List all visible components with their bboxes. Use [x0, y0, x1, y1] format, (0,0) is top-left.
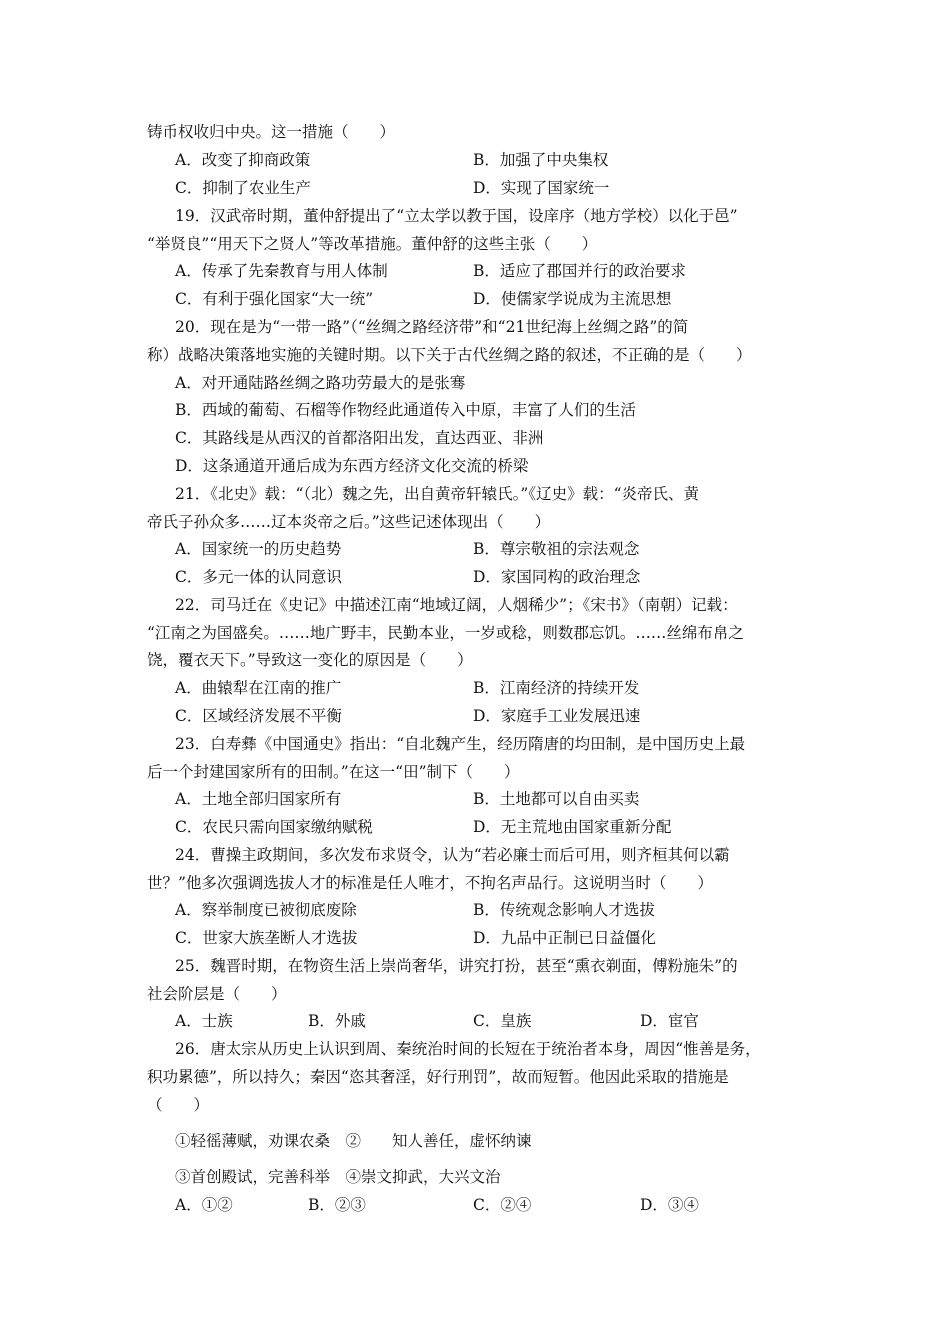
q23-option-b: B．土地都可以自由买卖 — [473, 790, 640, 808]
q22-option-d: D．家庭手工业发展迅速 — [473, 707, 641, 725]
q26-option-d: D．③④ — [640, 1196, 699, 1214]
q22-option-b: B．江南经济的持续开发 — [473, 679, 640, 697]
q26-stem-text2: 积功累德”，所以持久；秦因“恣其奢淫，好行刑罚”，故而短暂。他因此采取的措施是 — [147, 1068, 729, 1086]
q24-option-c: C．世家大族垄断人才选拔 — [175, 929, 358, 947]
q22-stem-text1: 22．司马迁在《史记》中描述江南“地域辽阔，人烟稀少”；《宋书》（南朝）记载： — [175, 596, 738, 614]
q24-stem-text2: 世？”他多次强调选拔人才的标准是任人唯才，不拘名声品行。这说明当时（ ） — [147, 874, 713, 892]
q19-stem-text2: “举贤良”“用天下之贤人”等改革措施。董仲舒的这些主张（ ） — [147, 235, 598, 253]
q24-options-row1 — [0, 896, 950, 924]
q18-stem — [0, 118, 950, 146]
q23-stem-text2: 后一个封建国家所有的田制。”在这一“田”制下（ ） — [147, 763, 520, 781]
q19-option-a: A．传承了先秦教育与用人体制 — [175, 262, 388, 280]
q23-option-c: C．农民只需向国家缴纳赋税 — [175, 818, 373, 836]
q23-options-row2 — [0, 813, 950, 841]
q26-option-c: C．②④ — [473, 1196, 532, 1214]
q18-stem-text: 铸币权收归中央。这一措施（ ） — [147, 123, 396, 141]
q20-option-b: B．西域的葡萄、石榴等作物经此通道传入中原，丰富了人们的生活 — [175, 401, 636, 419]
q26-stem-line3 — [0, 1091, 950, 1119]
q26-statements-row2 — [0, 1163, 950, 1191]
q19-option-c: C．有利于强化国家“大一统” — [175, 290, 374, 308]
q18-options-row2 — [0, 174, 950, 202]
q24-option-b: B．传统观念影响人才选拔 — [473, 901, 655, 919]
q19-stem-line2 — [0, 230, 950, 258]
q22-stem-line1 — [0, 591, 950, 619]
q24-options-row2 — [0, 924, 950, 952]
q19-options-row1 — [0, 257, 950, 285]
q20-option-row-a — [0, 369, 950, 397]
q25-stem-text1: 25．魏晋时期，在物资生活上崇尚奢华，讲究打扮，甚至“熏衣剃面，傅粉施朱”的 — [175, 957, 738, 975]
q19-option-d: D．使儒家学说成为主流思想 — [473, 290, 672, 308]
q21-stem-text2: 帝氏子孙众多……辽本炎帝之后。”这些记述体现出（ ） — [147, 513, 551, 531]
q18-option-d: D．实现了国家统一 — [473, 179, 610, 197]
q20-option-row-b — [0, 396, 950, 424]
q21-stem-line1 — [0, 480, 950, 508]
q24-option-d: D．九品中正制已日益僵化 — [473, 929, 656, 947]
q21-stem-text1: 21．《北史》载：“（北）魏之先，出自黄帝轩辕氏。”《辽史》载：“炎帝氏、黄 — [175, 485, 699, 503]
q25-option-c: C．皇族 — [473, 1012, 532, 1030]
q22-stem-line2 — [0, 619, 950, 647]
q25-stem-line1 — [0, 952, 950, 980]
q23-option-d: D．无主荒地由国家重新分配 — [473, 818, 672, 836]
q21-option-d: D．家国同构的政治理念 — [473, 568, 641, 586]
q20-stem-line2 — [0, 341, 950, 369]
q23-stem-line1 — [0, 730, 950, 758]
q18-option-c: C．抑制了农业生产 — [175, 179, 311, 197]
q18-option-b: B．加强了中央集权 — [473, 151, 609, 169]
q19-stem-text1: 19．汉武帝时期，董仲舒提出了“立太学以教于国，设庠序（地方学校）以化于邑” — [175, 207, 738, 225]
q23-options-row1 — [0, 785, 950, 813]
q22-stem-text2: “江南之为国盛矣。……地广野丰，民勤本业，一岁或稔，则数郡忘饥。……丝绵布帛之 — [147, 624, 744, 642]
q22-options-row1 — [0, 674, 950, 702]
q20-stem-text2: 称）战略决策落地实施的关键时期。以下关于古代丝绸之路的叙述，不正确的是（ ） — [147, 346, 752, 364]
q23-stem-line2 — [0, 758, 950, 786]
q22-option-a: A．曲辕犁在江南的推广 — [175, 679, 342, 697]
q24-stem-line2 — [0, 869, 950, 897]
q26-statements-row1 — [0, 1127, 950, 1155]
q20-stem-text1: 20．现在是为“一带一路”（“丝绸之路经济带”和“21世纪海上丝绸之路”的简 — [175, 318, 689, 336]
q26-statements-text2: ③首创殿试，完善科举 ④崇文抑武，大兴文治 — [175, 1168, 501, 1186]
q21-options-row2 — [0, 563, 950, 591]
q22-options-row2 — [0, 702, 950, 730]
q20-option-a: A．对开通陆路丝绸之路功劳最大的是张骞 — [175, 374, 466, 392]
q18-option-a: A．改变了抑商政策 — [175, 151, 311, 169]
q19-option-b: B．适应了郡国并行的政治要求 — [473, 262, 686, 280]
q25-options-row — [0, 1007, 950, 1035]
q26-options-row — [0, 1191, 950, 1219]
q20-option-row-d — [0, 452, 950, 480]
q25-option-b: B．外戚 — [308, 1012, 366, 1030]
q21-stem-line2 — [0, 508, 950, 536]
q24-option-a: A．察举制度已被彻底废除 — [175, 901, 357, 919]
q26-option-b: B．②③ — [308, 1196, 366, 1214]
q21-options-row1 — [0, 535, 950, 563]
q25-stem-text2: 社会阶层是（ ） — [147, 985, 287, 1003]
q20-option-c: C．其路线是从西汉的首都洛阳出发，直达西亚、非洲 — [175, 429, 544, 447]
q25-option-d: D．宦官 — [640, 1012, 699, 1030]
q25-option-a: A．士族 — [175, 1012, 233, 1030]
q19-stem-line1 — [0, 202, 950, 230]
q20-option-d: D．这条通道开通后成为东西方经济文化交流的桥梁 — [175, 457, 529, 475]
q20-option-row-c — [0, 424, 950, 452]
q25-stem-line2 — [0, 980, 950, 1008]
q26-option-a: A．①② — [175, 1196, 233, 1214]
q20-stem-line1 — [0, 313, 950, 341]
q21-option-a: A．国家统一的历史趋势 — [175, 540, 342, 558]
q26-statements-text1: ①轻徭薄赋，劝课农桑 ② 知人善任，虚怀纳谏 — [175, 1132, 532, 1150]
q22-stem-line3 — [0, 646, 950, 674]
q19-options-row2 — [0, 285, 950, 313]
q21-option-c: C．多元一体的认同意识 — [175, 568, 342, 586]
q26-stem-line1 — [0, 1035, 950, 1063]
q26-stem-text3: （ ） — [147, 1096, 210, 1114]
q24-stem-line1 — [0, 841, 950, 869]
q26-stem-text1: 26．唐太宗从历史上认识到周、秦统治时间的长短在于统治者本身，周因“惟善是务， — [175, 1040, 761, 1058]
q18-options-row1 — [0, 146, 950, 174]
q22-stem-text3: 饶，覆衣天下。”导致这一变化的原因是（ ） — [147, 651, 473, 669]
q23-option-a: A．土地全部归国家所有 — [175, 790, 342, 808]
q23-stem-text1: 23．白寿彝《中国通史》指出：“自北魏产生，经历隋唐的均田制，是中国历史上最 — [175, 735, 746, 753]
q26-stem-line2 — [0, 1063, 950, 1091]
q24-stem-text1: 24．曹操主政期间，多次发布求贤令，认为“若必廉士而后可用，则齐桓其何以霸 — [175, 846, 730, 864]
q22-option-c: C．区域经济发展不平衡 — [175, 707, 342, 725]
q21-option-b: B．尊宗敬祖的宗法观念 — [473, 540, 640, 558]
